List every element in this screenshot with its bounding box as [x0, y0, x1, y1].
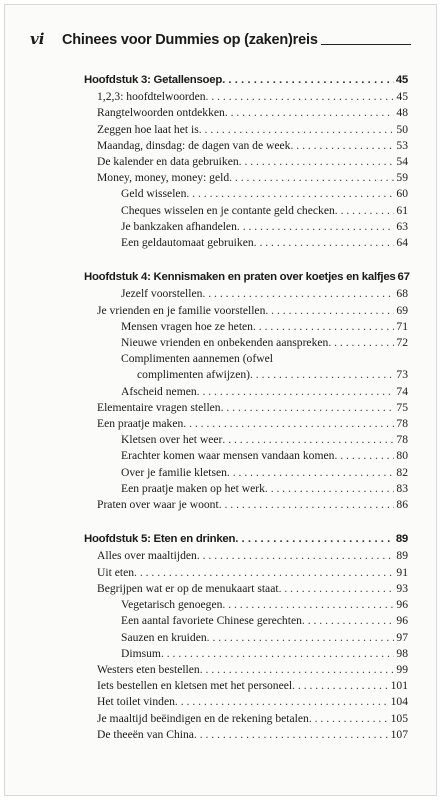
toc-entry: [84, 548, 408, 564]
toc-entry: [84, 138, 408, 154]
entry-label: Je maaltijd beëindigen en de rekening betalen: [97, 711, 309, 725]
entry-label: Afscheid nemen: [121, 384, 197, 398]
entry-label: Het toilet vinden: [97, 695, 175, 709]
entry-label: Je bankzaken afhandelen: [121, 219, 237, 233]
entry-label: Mensen vragen hoe ze heten: [121, 319, 253, 333]
toc-entry: [84, 481, 408, 497]
toc-entry: [84, 219, 408, 235]
page-number: 97: [396, 630, 408, 644]
entry-label: Begrijpen wat er op de menukaart staat: [97, 581, 279, 595]
entry-label: Geld wisselen: [121, 187, 187, 201]
page-number: 101: [390, 679, 408, 693]
dot-leader: [237, 219, 395, 235]
page-number: 73: [396, 368, 408, 382]
toc-entry: [84, 497, 408, 513]
dot-leader: [197, 384, 395, 400]
chapter-heading: [84, 269, 408, 285]
page-number: 72: [396, 336, 408, 350]
toc-chapter: [84, 72, 408, 251]
page-folio: vi: [30, 30, 45, 48]
entry-label: Jezelf voorstellen: [121, 287, 203, 301]
toc-entry: [84, 186, 408, 202]
page-number: 61: [396, 203, 408, 217]
page-number: 45: [396, 90, 408, 104]
entry-label: Uit eten: [97, 565, 135, 579]
dot-leader: [206, 89, 395, 105]
toc-entry: [84, 727, 408, 743]
entry-label: Rangtelwoorden ontdekken: [97, 106, 225, 120]
toc-entry: [84, 286, 408, 302]
dot-leader: [309, 711, 389, 727]
page-number: 45: [395, 74, 408, 86]
table-of-contents: [84, 72, 408, 761]
dot-leader: [222, 72, 394, 88]
toc-entry: [84, 319, 408, 335]
toc-chapter: [84, 531, 408, 743]
toc-entry: [84, 203, 408, 219]
page-number: 80: [396, 449, 408, 463]
toc-entry: [84, 235, 408, 251]
page-number: 107: [390, 727, 408, 741]
dot-leader: [334, 448, 394, 464]
dot-leader: [202, 286, 394, 302]
toc-chapter: [84, 269, 408, 513]
page-number: 64: [396, 236, 408, 250]
page-number: 63: [396, 219, 408, 233]
dot-leader: [161, 646, 394, 662]
toc-entry: [84, 630, 408, 646]
book-page: [4, 4, 437, 796]
entry-label: Een aantal favoriete Chinese gerechten: [121, 614, 302, 628]
page-number: 91: [396, 565, 408, 579]
toc-entry: [84, 154, 408, 170]
page-number: 78: [396, 417, 408, 431]
page-number: 60: [396, 187, 408, 201]
dot-leader: [253, 319, 394, 335]
entry-label: Hoofdstuk 3: Getallensoep: [84, 74, 223, 86]
toc-entry: [84, 400, 408, 416]
dot-leader: [254, 235, 395, 251]
dot-leader: [235, 531, 394, 547]
entry-label: Dimsum: [121, 646, 161, 660]
chapter-heading: [84, 72, 408, 88]
page-number: 48: [396, 106, 408, 120]
page-number: 54: [396, 155, 408, 169]
page-number: 105: [390, 711, 408, 725]
entry-label: Een praatje maken: [97, 417, 184, 431]
page-number: 59: [396, 171, 408, 185]
chapter-heading: [84, 531, 408, 547]
dot-leader: [225, 105, 395, 121]
entry-label: Zeggen hoe laat het is: [97, 122, 199, 136]
toc-entry: [84, 448, 408, 464]
entry-label: Je vrienden en je familie voorstellen: [97, 303, 266, 317]
dot-leader: [222, 432, 394, 448]
toc-entry: [84, 170, 408, 186]
toc-entry: [84, 335, 408, 351]
dot-leader: [229, 170, 394, 186]
page-number: 89: [396, 549, 408, 563]
dot-leader: [328, 335, 394, 351]
page-number: 96: [396, 614, 408, 628]
page-number: 71: [396, 319, 408, 333]
dot-leader: [265, 481, 395, 497]
entry-label: De theeën van China: [97, 727, 194, 741]
dot-leader: [302, 613, 395, 629]
toc-entry: [84, 432, 408, 448]
dot-leader: [207, 630, 395, 646]
entry-label: Westers eten bestellen: [97, 662, 200, 676]
entry-label: Hoofdstuk 5: Eten en drinken: [84, 533, 236, 546]
page-number: 50: [396, 122, 408, 136]
entry-label: Sauzen en kruiden: [121, 630, 207, 644]
toc-entry: [84, 105, 408, 121]
page-number: 69: [396, 303, 408, 317]
toc-entry: [84, 694, 408, 710]
toc-entry: [84, 597, 408, 613]
dot-leader: [186, 186, 394, 202]
toc-entry: [84, 613, 408, 629]
dot-leader: [265, 303, 394, 319]
entry-label: Money, money, money: geld: [97, 171, 230, 185]
dot-leader: [219, 497, 395, 513]
entry-label: Maandag, dinsdag: de dagen van de week: [97, 138, 291, 152]
dot-leader: [222, 597, 394, 613]
entry-label: complimenten afwijzen): [137, 368, 250, 382]
page-number: 82: [396, 465, 408, 479]
dot-leader: [292, 678, 389, 694]
toc-entry: [84, 384, 408, 400]
page-number: 68: [396, 287, 408, 301]
dot-leader: [200, 662, 395, 678]
entry-label: Een geldautomaat gebruiken: [121, 236, 254, 250]
dot-leader: [197, 548, 395, 564]
dot-leader: [290, 138, 394, 154]
entry-label: Een praatje maken op het werk: [121, 481, 265, 495]
entry-label: Elementaire vragen stellen: [97, 400, 221, 414]
dot-leader: [199, 122, 395, 138]
entry-label: Over je familie kletsen: [121, 465, 227, 479]
dot-leader: [279, 581, 395, 597]
entry-label: De kalender en data gebruiken: [97, 155, 239, 169]
header-rule: [321, 44, 411, 45]
page-number: 67: [397, 271, 410, 284]
dot-leader: [183, 416, 394, 432]
toc-entry: [84, 662, 408, 678]
toc-entry: [84, 646, 408, 662]
entry-label: Cheques wisselen en je contante geld checken: [121, 203, 335, 217]
toc-entry: [84, 89, 408, 105]
page-number: 104: [390, 695, 408, 709]
dot-leader: [239, 154, 395, 170]
page-number: 75: [396, 400, 408, 414]
entry-label: Alles over maaltijden: [97, 549, 197, 563]
dot-leader: [194, 727, 389, 743]
toc-entry: [84, 678, 408, 694]
page-number: 74: [396, 384, 408, 398]
entry-label: Erachter komen waar mensen vandaan komen: [121, 449, 335, 463]
page-number: 98: [396, 646, 408, 660]
toc-entry: [84, 581, 408, 597]
toc-entry: [84, 565, 408, 581]
entry-label: Hoofdstuk 4: Kennismaken en praten over koetjes en kalfjes: [84, 271, 396, 284]
entry-label: Nieuwe vrienden en onbekenden aanspreken: [121, 336, 329, 350]
toc-entry: [84, 303, 408, 319]
page-number: 96: [396, 598, 408, 612]
page-number: 99: [396, 662, 408, 676]
dot-leader: [175, 694, 389, 710]
entry-label: Praten over waar je woont: [97, 498, 219, 512]
dot-leader: [221, 400, 395, 416]
running-title: Chinees voor Dummies op (zaken)reis: [62, 32, 318, 48]
dot-leader: [250, 367, 394, 383]
dot-leader: [227, 465, 394, 481]
toc-entry: [84, 351, 408, 367]
dot-leader: [335, 203, 395, 219]
page-number: 93: [396, 581, 408, 595]
toc-entry: [84, 465, 408, 481]
running-header: [30, 26, 411, 48]
page-number: 86: [396, 498, 408, 512]
toc-entry: [84, 122, 408, 138]
toc-entry: [84, 711, 408, 727]
page-number: 89: [395, 533, 408, 546]
page-number: 78: [396, 433, 408, 447]
entry-label: Iets bestellen en kletsen met het personeel: [97, 679, 293, 693]
entry-label: Vegetarisch genoegen: [121, 598, 223, 612]
entry-label: Complimenten aannemen (ofwel: [121, 352, 273, 366]
dot-leader: [134, 565, 394, 581]
entry-label: Kletsen over het weer: [121, 433, 223, 447]
toc-entry: [84, 416, 408, 432]
page-number: 53: [396, 138, 408, 152]
page-number: 83: [396, 481, 408, 495]
toc-entry-continuation: [84, 367, 408, 383]
entry-label: 1,2,3: hoofdtelwoorden: [97, 90, 206, 104]
